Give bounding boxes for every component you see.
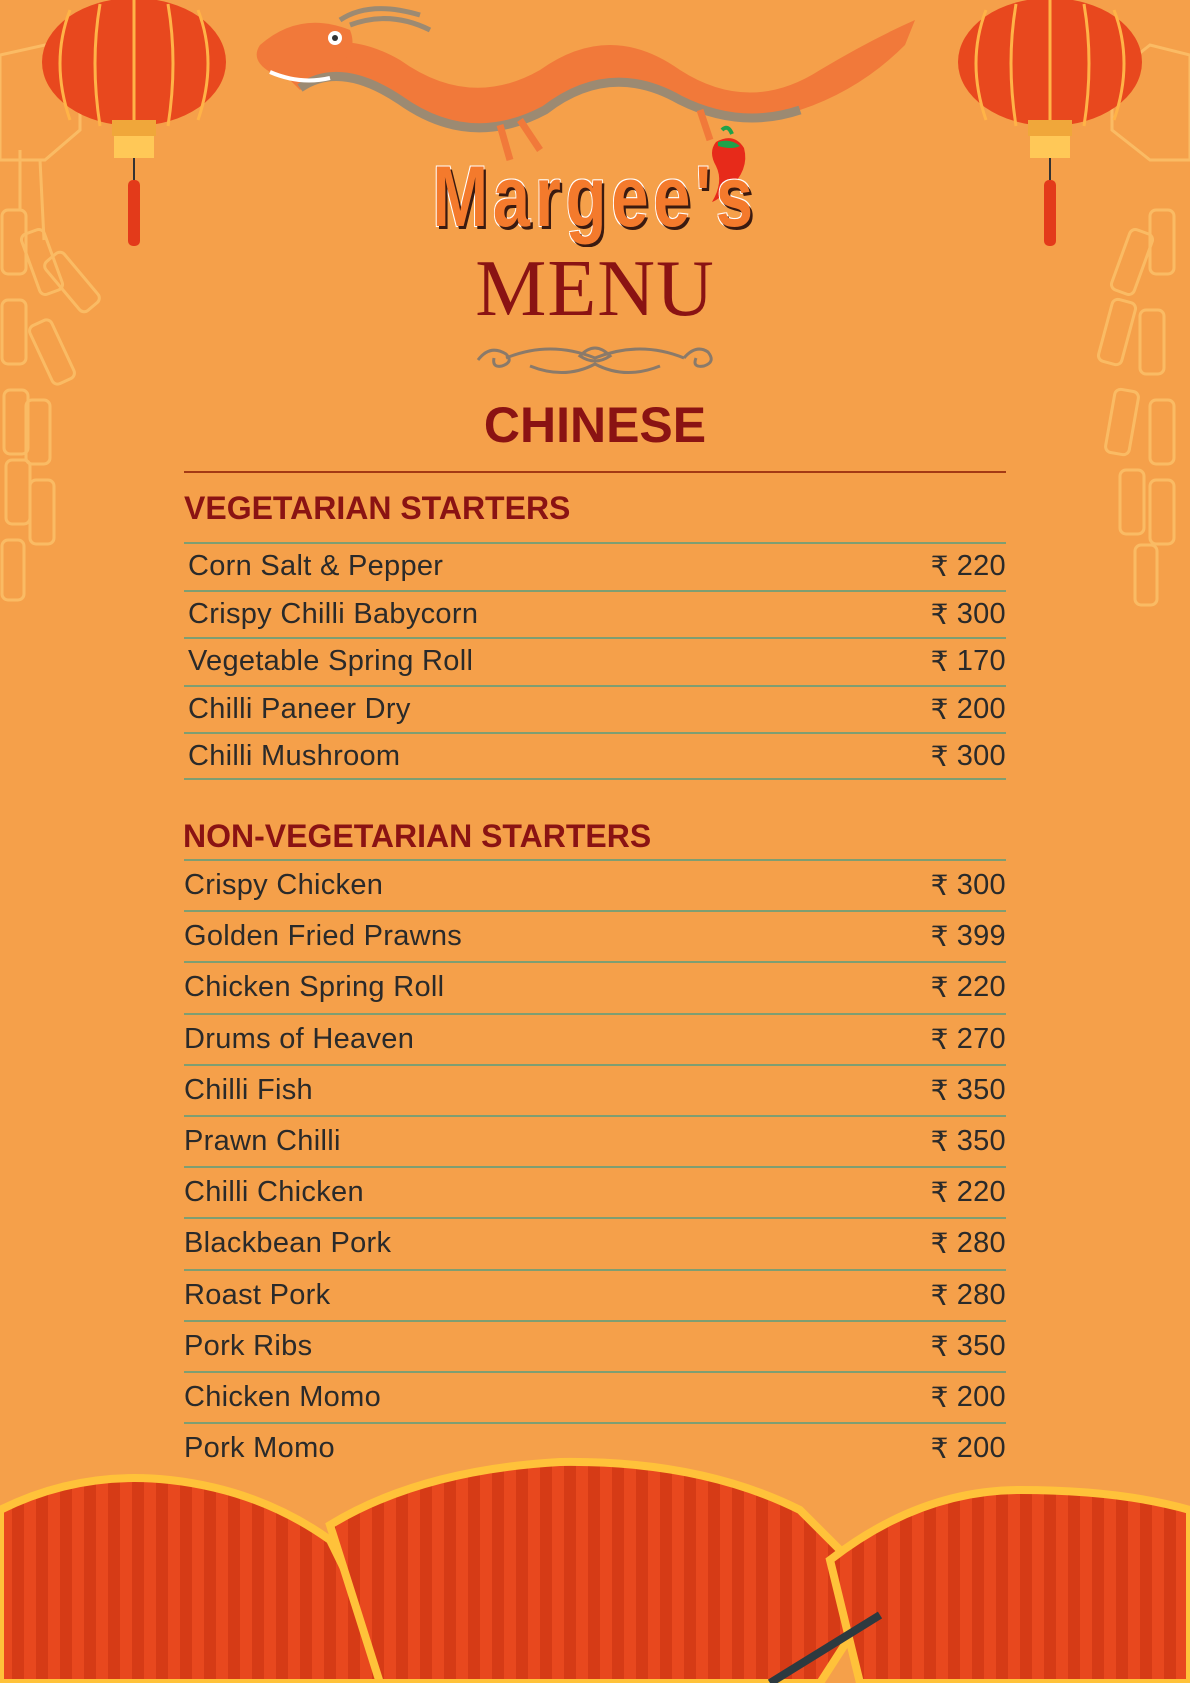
list-item xyxy=(184,1166,1006,1217)
list-item xyxy=(184,1217,1006,1268)
item-name: Drums of Heaven xyxy=(184,1022,415,1055)
price-value: 350 xyxy=(956,1329,1006,1362)
item-name: Crispy Chilli Babycorn xyxy=(188,597,479,630)
item-name: Golden Fried Prawns xyxy=(184,920,463,953)
currency-symbol: ₹ xyxy=(930,551,949,583)
item-price xyxy=(931,1381,1006,1414)
price-value: 270 xyxy=(956,1022,1006,1055)
currency-symbol: ₹ xyxy=(930,598,949,630)
list-item xyxy=(184,637,1006,685)
item-price xyxy=(931,1227,1006,1260)
item-name: Chicken Momo xyxy=(184,1380,381,1413)
list-item xyxy=(184,1371,1006,1422)
currency-symbol: ₹ xyxy=(930,694,949,726)
currency-symbol: ₹ xyxy=(930,1177,949,1209)
price-value: 220 xyxy=(956,550,1006,583)
item-name: Pork Momo xyxy=(184,1432,335,1465)
list-item xyxy=(184,910,1006,961)
currency-symbol: ₹ xyxy=(930,870,949,902)
veg-items-list xyxy=(184,542,1006,780)
item-name: Chicken Spring Roll xyxy=(184,971,445,1004)
price-value: 399 xyxy=(956,920,1006,953)
currency-symbol: ₹ xyxy=(930,646,949,678)
list-item xyxy=(184,859,1006,910)
price-value: 200 xyxy=(956,1380,1006,1413)
item-name: Vegetable Spring Roll xyxy=(188,645,474,678)
page-title: MENU xyxy=(475,245,715,333)
list-item xyxy=(184,1064,1006,1115)
price-value: 350 xyxy=(956,1125,1006,1158)
list-item xyxy=(184,542,1006,590)
price-value: 220 xyxy=(956,1176,1006,1209)
item-price xyxy=(931,1176,1006,1209)
currency-symbol: ₹ xyxy=(930,1330,949,1362)
item-name: Chilli Mushroom xyxy=(188,739,401,772)
item-name: Chilli Paneer Dry xyxy=(188,693,411,726)
item-name: Roast Pork xyxy=(184,1278,331,1311)
price-value: 220 xyxy=(956,971,1006,1004)
item-price xyxy=(931,645,1006,678)
section-title-veg: VEGETARIAN STARTERS xyxy=(184,490,571,526)
item-price xyxy=(931,740,1006,773)
flourish-icon xyxy=(470,336,720,382)
item-price xyxy=(931,920,1006,953)
item-price xyxy=(931,693,1006,726)
section-title-nonveg: NON-VEGETARIAN STARTERS xyxy=(183,818,652,854)
item-price xyxy=(931,550,1006,583)
price-value: 300 xyxy=(956,597,1006,630)
item-price xyxy=(931,971,1006,1004)
category-divider xyxy=(184,471,1006,473)
item-name: Corn Salt & Pepper xyxy=(188,550,444,583)
currency-symbol: ₹ xyxy=(930,1381,949,1413)
list-item xyxy=(184,590,1006,638)
list-item xyxy=(184,732,1006,780)
currency-symbol: ₹ xyxy=(930,740,949,772)
item-price xyxy=(931,598,1006,631)
item-price xyxy=(931,1279,1006,1312)
list-item xyxy=(184,1013,1006,1064)
price-value: 280 xyxy=(956,1227,1006,1260)
item-price xyxy=(931,1074,1006,1107)
item-name: Pork Ribs xyxy=(184,1329,313,1362)
list-item xyxy=(184,685,1006,733)
list-item xyxy=(184,1269,1006,1320)
brand-logo: Margee's xyxy=(432,149,758,245)
price-value: 170 xyxy=(956,645,1006,678)
price-value: 300 xyxy=(956,869,1006,902)
price-value: 300 xyxy=(956,739,1006,772)
item-name: Crispy Chicken xyxy=(184,869,384,902)
list-item xyxy=(184,1115,1006,1166)
item-price xyxy=(931,1330,1006,1363)
item-name: Prawn Chilli xyxy=(184,1125,341,1158)
item-name: Blackbean Pork xyxy=(184,1227,392,1260)
list-item xyxy=(184,961,1006,1012)
item-name: Chilli Fish xyxy=(184,1073,313,1106)
price-value: 200 xyxy=(956,1432,1006,1465)
currency-symbol: ₹ xyxy=(930,1023,949,1055)
currency-symbol: ₹ xyxy=(930,1228,949,1260)
dragon-icon xyxy=(257,9,915,160)
currency-symbol: ₹ xyxy=(930,1279,949,1311)
category-title: CHINESE xyxy=(483,397,707,453)
item-price xyxy=(931,1125,1006,1158)
list-item xyxy=(184,1320,1006,1371)
currency-symbol: ₹ xyxy=(930,921,949,953)
currency-symbol: ₹ xyxy=(930,972,949,1004)
nonveg-items-list xyxy=(184,859,1006,1473)
item-name: Chilli Chicken xyxy=(184,1176,364,1209)
item-price xyxy=(931,869,1006,902)
currency-symbol: ₹ xyxy=(930,1074,949,1106)
item-price xyxy=(931,1023,1006,1056)
price-value: 350 xyxy=(956,1073,1006,1106)
price-value: 280 xyxy=(956,1278,1006,1311)
price-value: 200 xyxy=(956,693,1006,726)
currency-symbol: ₹ xyxy=(930,1126,949,1158)
fan-icon xyxy=(0,1450,1190,1683)
currency-symbol: ₹ xyxy=(930,1433,949,1465)
